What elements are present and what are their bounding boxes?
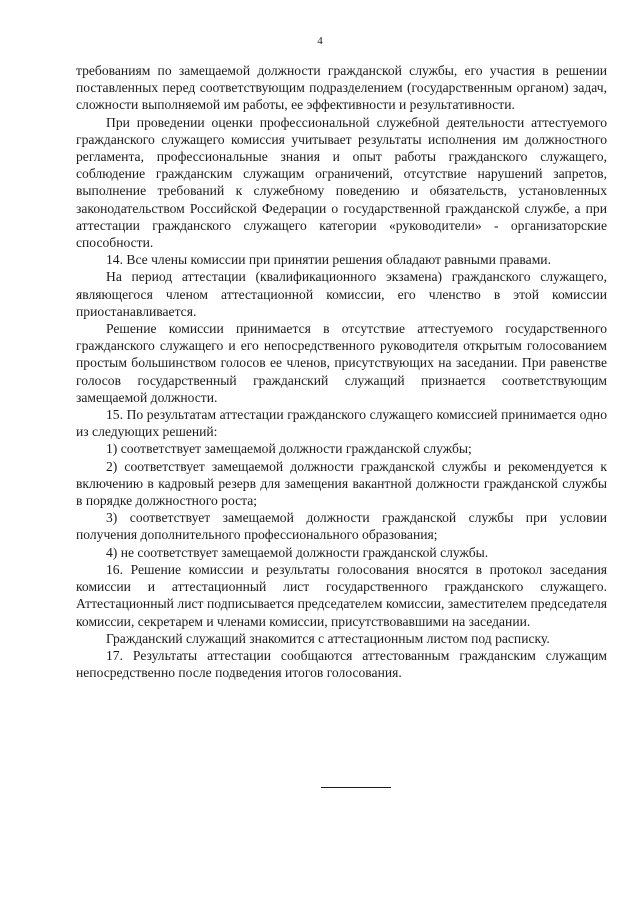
closing-divider-line — [321, 787, 391, 788]
list-item-decision-2: 2) соответствует замещаемой должности гражданской службы и рекомендуется к включению в кадровый резерв для замещения вакантной должности гражданской службы в порядке должностного роста; — [76, 458, 607, 509]
paragraph-evaluation-criteria: При проведении оценки профессиональной служебной деятельности аттестуемого гражданского служащего комиссия учитывает результаты исполнения им должностного регламента, профессиональные знания и опыт работы гражданского служащего, соблюдение гражданским служащим ограничений, отсутствие нарушений запретов, выполнение требований к служебному поведению и обязательств, установленных законодательством Российской Федерации о государственной гражданской службе, а при аттестации гражданского служащего категории «руководители» - организаторские способности. — [76, 114, 607, 251]
list-item-decision-4: 4) не соответствует замещаемой должности гражданской службы. — [106, 544, 489, 560]
page-number: 4 — [317, 35, 323, 47]
paragraph-16: 16. Решение комиссии и результаты голосования вносятся в протокол заседания комиссии и аттестационный лист государственного гражданского служащего. Аттестационный лист подписывается председателем комиссии, заместителем председателя комиссии, секретарем и членами комиссии, присутствовавшими на заседании. — [76, 561, 607, 629]
list-item-decision-1: 1) соответствует замещаемой должности гражданской службы; — [106, 441, 472, 457]
paragraph-15: 15. По результатам аттестации гражданского служащего комиссией принимается одно из следующих решений: — [76, 407, 607, 440]
paragraph-14: 14. Все члены комиссии при принятии решения обладают равными правами. — [106, 252, 551, 268]
list-item-decision-3: 3) соответствует замещаемой должности гражданской службы при условии получения дополнительного профессионального образования; — [76, 510, 607, 543]
paragraph-membership-suspension: На период аттестации (квалификационного экзамена) гражданского служащего, являющегося членом аттестационной комиссии, его членство в этой комиссии приостанавливается. — [76, 269, 607, 319]
paragraph-continuation: требованиям по замещаемой должности гражданской службы, его участия в решении поставленных перед соответствующим подразделением (государственным органом) задач, сложности выполняемой им работы, ее эффективности и результативности. — [76, 63, 607, 113]
paragraph-17: 17. Результаты аттестации сообщаются аттестованным гражданским служащим непосредственно после подведения итогов голосования. — [76, 647, 607, 681]
document-body — [76, 62, 607, 681]
paragraph-decision-voting: Решение комиссии принимается в отсутствие аттестуемого государственного гражданского служащего и его непосредственного руководителя открытым голосованием простым большинством голосов ее членов, присутствующих на заседании. При равенстве голосов государственный гражданский служащий признается соответствующим замещаемой должности. — [76, 321, 607, 405]
paragraph-acknowledgement: Гражданский служащий знакомится с аттестационным листом под расписку. — [106, 630, 550, 646]
